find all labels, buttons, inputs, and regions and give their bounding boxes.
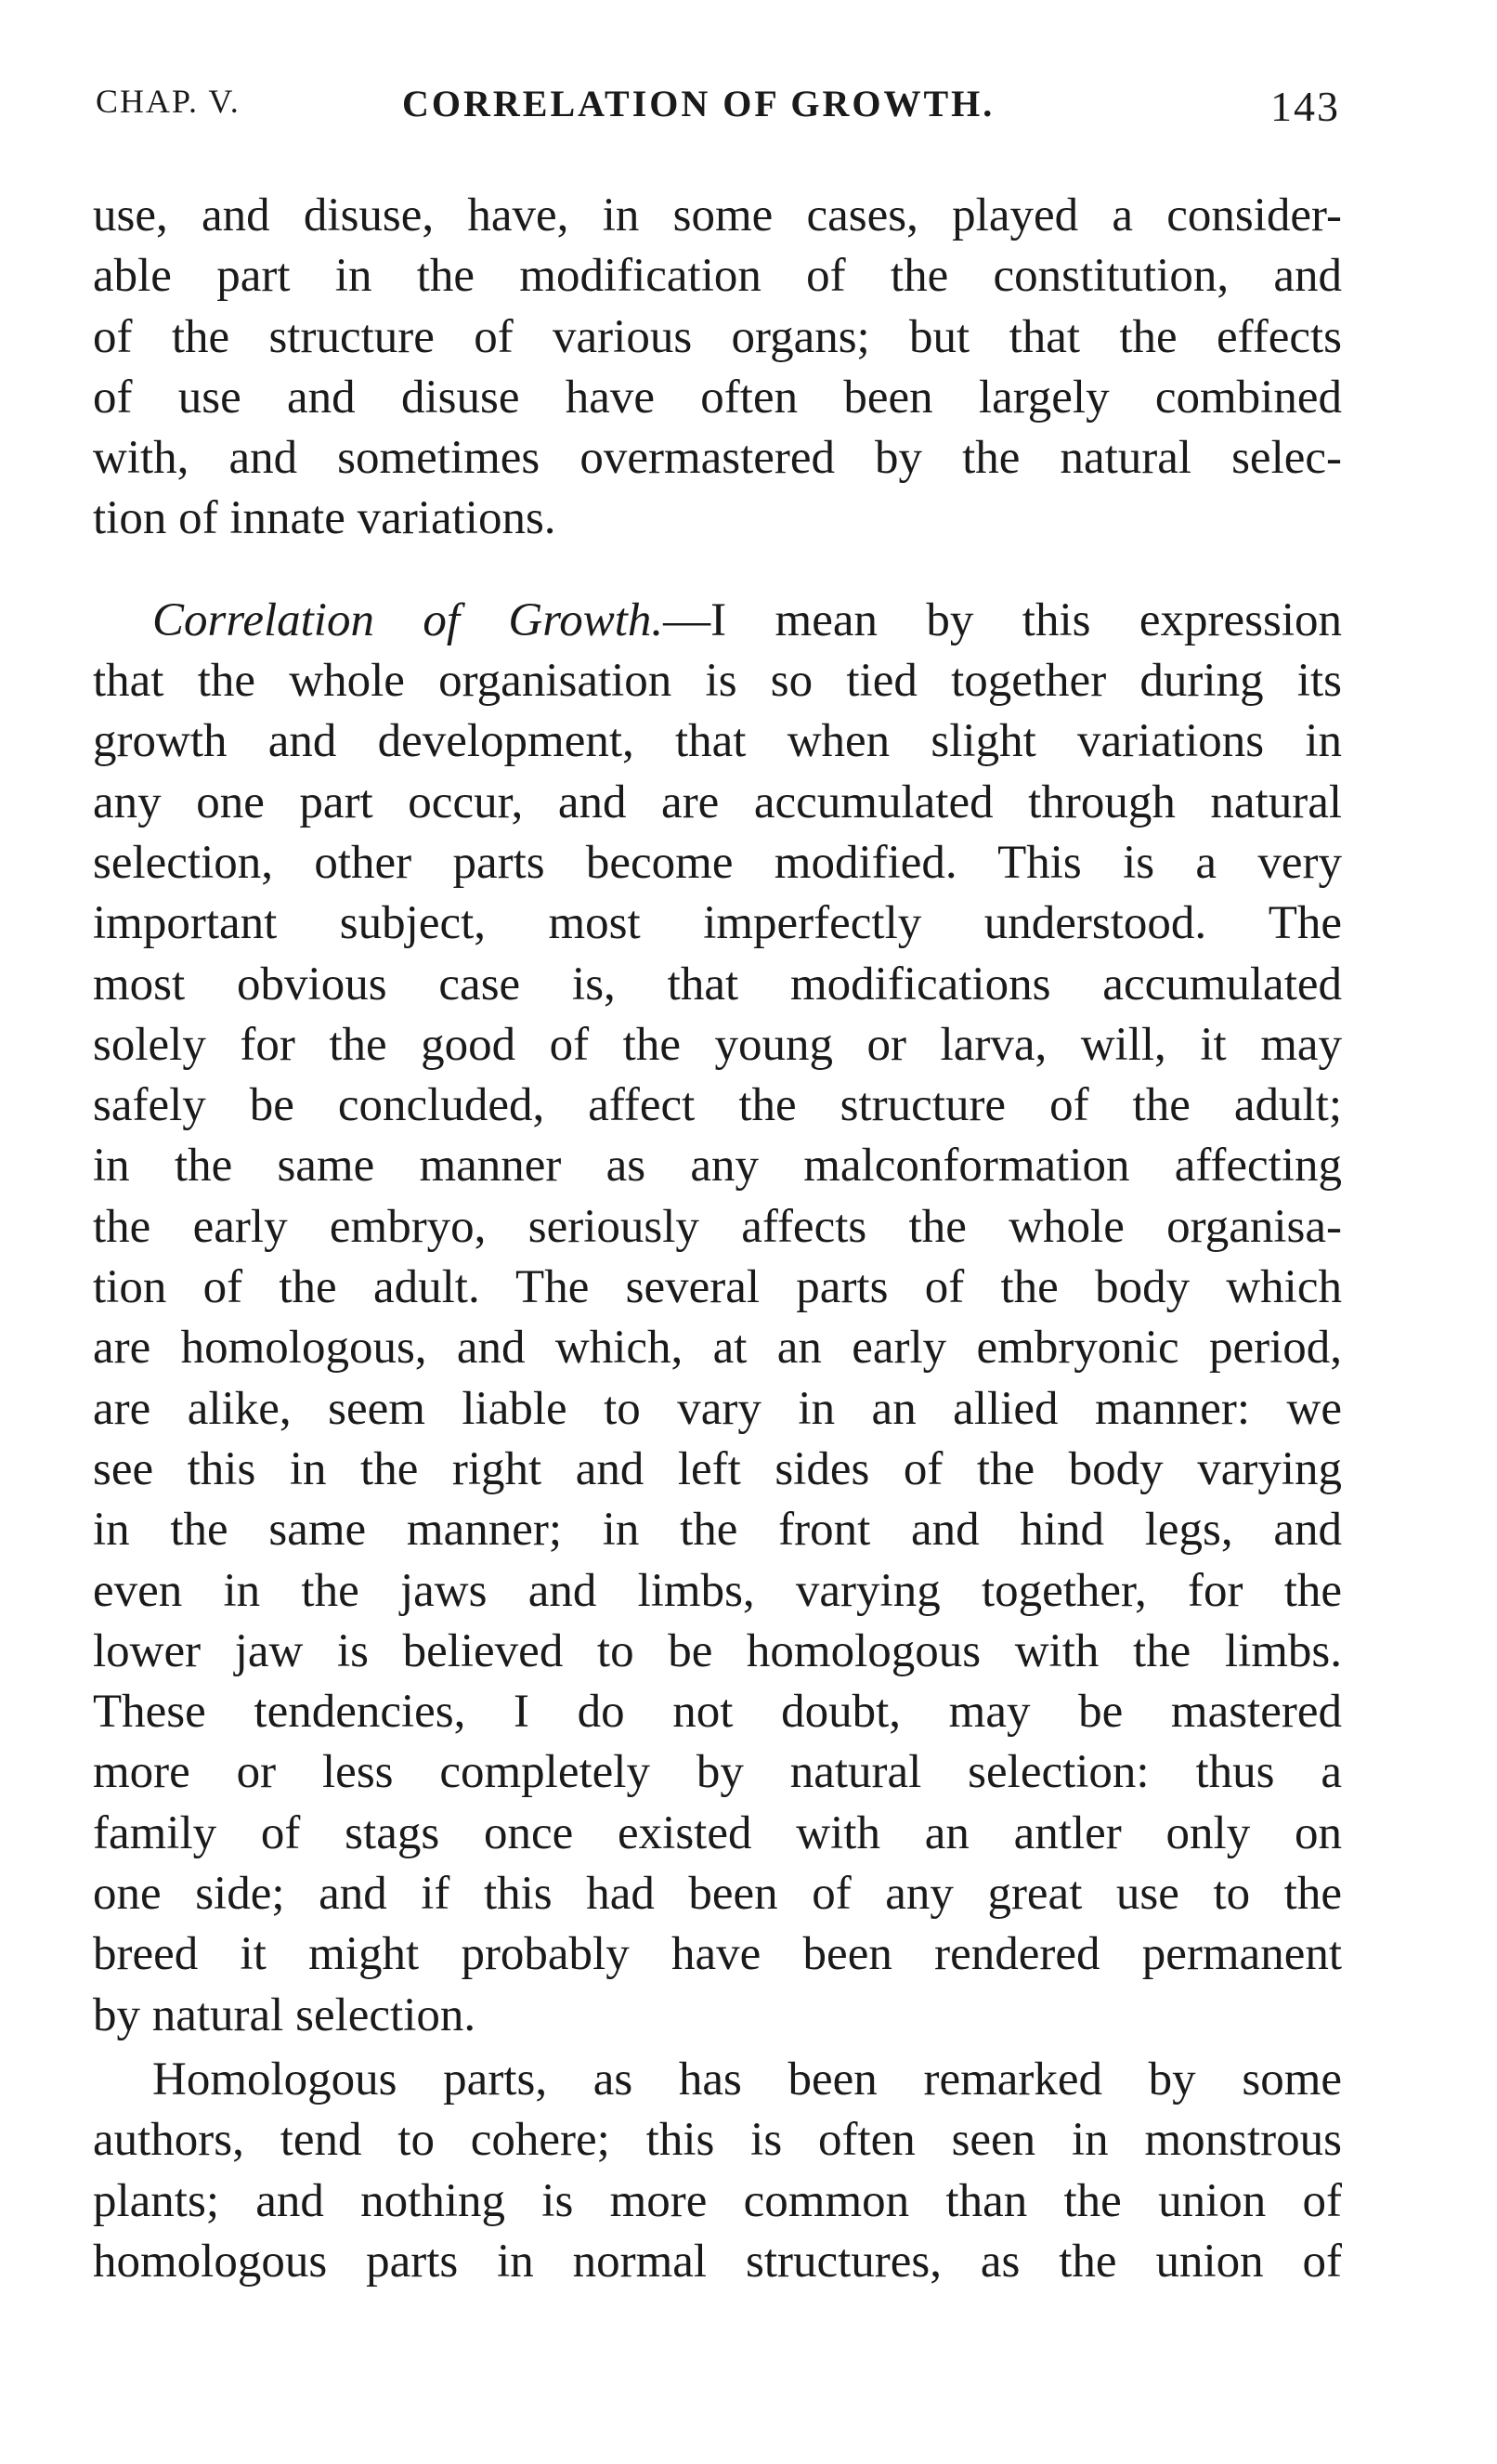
text-line: important subject, most imperfectly understood. The: [93, 897, 1342, 950]
text-line: of use and disuse have often been largely combined: [93, 371, 1342, 424]
text-line: solely for the good of the young or larva, will, it may: [93, 1018, 1342, 1071]
chapter-label: CHAP. V.: [96, 83, 241, 120]
paragraph-2: [93, 591, 1342, 2046]
text-line: with, and sometimes overmastered by the natural selec-: [93, 432, 1342, 485]
text-line: tion of innate variations.: [93, 492, 556, 545]
text-line: These tendencies, I do not doubt, may be mastered: [93, 1686, 1342, 1739]
section-heading: Correlation of Growth.: [152, 593, 664, 646]
text-line: that the whole organisation is so tied together during its: [93, 655, 1342, 708]
text-line: plants; and nothing is more common than the union of: [93, 2174, 1342, 2227]
text-line: tion of the adult. The several parts of the body which: [93, 1261, 1342, 1314]
paragraph-spacer: [93, 550, 1342, 591]
body-text: [93, 186, 1342, 2292]
text-line: most obvious case is, that modifications accumulated: [93, 958, 1342, 1010]
text-line: the early embryo, seriously affects the whole organisa-: [93, 1200, 1342, 1253]
text-line: even in the jaws and limbs, varying together, for the: [93, 1564, 1342, 1617]
heading-line-rest: —I mean by this expression: [663, 593, 1342, 646]
text-line: breed it might probably have been rendered permanent: [93, 1928, 1342, 1981]
chapter-title: CORRELATION OF GROWTH.: [402, 83, 996, 124]
text-line: of the structure of various organs; but that the effects: [93, 310, 1342, 363]
text-line: able part in the modification of the constitution, and: [93, 250, 1342, 303]
text-line: in the same manner; in the front and hind legs, and: [93, 1504, 1342, 1557]
paragraph-3: [93, 2050, 1342, 2292]
text-line: authors, tend to cohere; this is often seen in monstrous: [93, 2114, 1342, 2167]
text-line: are homologous, and which, at an early embryonic period,: [93, 1322, 1342, 1375]
text-line: family of stags once existed with an antler only on: [93, 1806, 1342, 1859]
text-line: lower jaw is believed to be homologous with the limbs.: [93, 1624, 1342, 1677]
running-head: [96, 82, 1340, 137]
paragraph-1: [93, 186, 1342, 550]
text-line: in the same manner as any malconformation affecting: [93, 1140, 1342, 1193]
text-line: see this in the right and left sides of the body varying: [93, 1442, 1342, 1495]
text-line: selection, other parts become modified. This is a very: [93, 836, 1342, 889]
text-line: homologous parts in normal structures, as the union of: [93, 2235, 1342, 2288]
text-line: any one part occur, and are accumulated through natural: [93, 776, 1342, 828]
text-line: Homologous parts, as has been remarked by some: [152, 2053, 1342, 2105]
text-line: one side; and if this had been of any great use to the: [93, 1868, 1342, 1921]
text-line: by natural selection.: [93, 1988, 476, 2041]
text-line: are alike, seem liable to vary in an allied manner: we: [93, 1382, 1342, 1435]
text-line: safely be concluded, affect the structure of the adult;: [93, 1079, 1342, 1132]
text-line: [93, 591, 1342, 651]
text-line: more or less completely by natural selection: thus a: [93, 1746, 1342, 1799]
text-line: growth and development, that when slight variations in: [93, 715, 1342, 768]
text-line: use, and disuse, have, in some cases, played a consider-: [93, 189, 1342, 241]
page-number: 143: [1270, 83, 1340, 130]
